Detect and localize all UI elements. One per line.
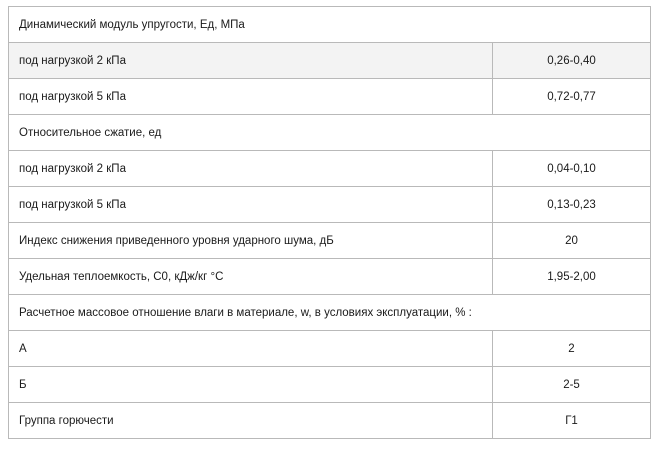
row-value: 2-5 bbox=[493, 367, 651, 403]
section-row-moisture-ratio bbox=[9, 295, 651, 331]
row-value: Г1 bbox=[493, 403, 651, 439]
row-label: А bbox=[9, 331, 493, 367]
table-row bbox=[9, 79, 651, 115]
section-row-relative-compression bbox=[9, 115, 651, 151]
section-label: Расчетное массовое отношение влаги в материале, w, в условиях эксплуатации, % : bbox=[9, 295, 651, 331]
table-row bbox=[9, 367, 651, 403]
row-value: 0,72-0,77 bbox=[493, 79, 651, 115]
table-row bbox=[9, 259, 651, 295]
row-label: под нагрузкой 5 кПа bbox=[9, 79, 493, 115]
row-label: под нагрузкой 5 кПа bbox=[9, 187, 493, 223]
table-row bbox=[9, 331, 651, 367]
row-value: 0,13-0,23 bbox=[493, 187, 651, 223]
row-label: под нагрузкой 2 кПа bbox=[9, 43, 493, 79]
row-label: Б bbox=[9, 367, 493, 403]
table-row bbox=[9, 223, 651, 259]
row-value: 0,04-0,10 bbox=[493, 151, 651, 187]
row-label: Индекс снижения приведенного уровня ударного шума, дБ bbox=[9, 223, 493, 259]
section-label: Относительное сжатие, ед bbox=[9, 115, 651, 151]
row-label: Удельная теплоемкость, С0, кДж/кг °С bbox=[9, 259, 493, 295]
row-label: Группа горючести bbox=[9, 403, 493, 439]
row-value: 20 bbox=[493, 223, 651, 259]
row-value: 2 bbox=[493, 331, 651, 367]
specs-table bbox=[8, 6, 651, 439]
section-label: Динамический модуль упругости, Ед, МПа bbox=[9, 7, 651, 43]
row-value: 1,95-2,00 bbox=[493, 259, 651, 295]
table-row bbox=[9, 187, 651, 223]
table-row bbox=[9, 43, 651, 79]
specs-table-container bbox=[8, 6, 650, 439]
row-label: под нагрузкой 2 кПа bbox=[9, 151, 493, 187]
section-row-dynamic-modulus bbox=[9, 7, 651, 43]
row-value: 0,26-0,40 bbox=[493, 43, 651, 79]
table-row bbox=[9, 403, 651, 439]
table-row bbox=[9, 151, 651, 187]
